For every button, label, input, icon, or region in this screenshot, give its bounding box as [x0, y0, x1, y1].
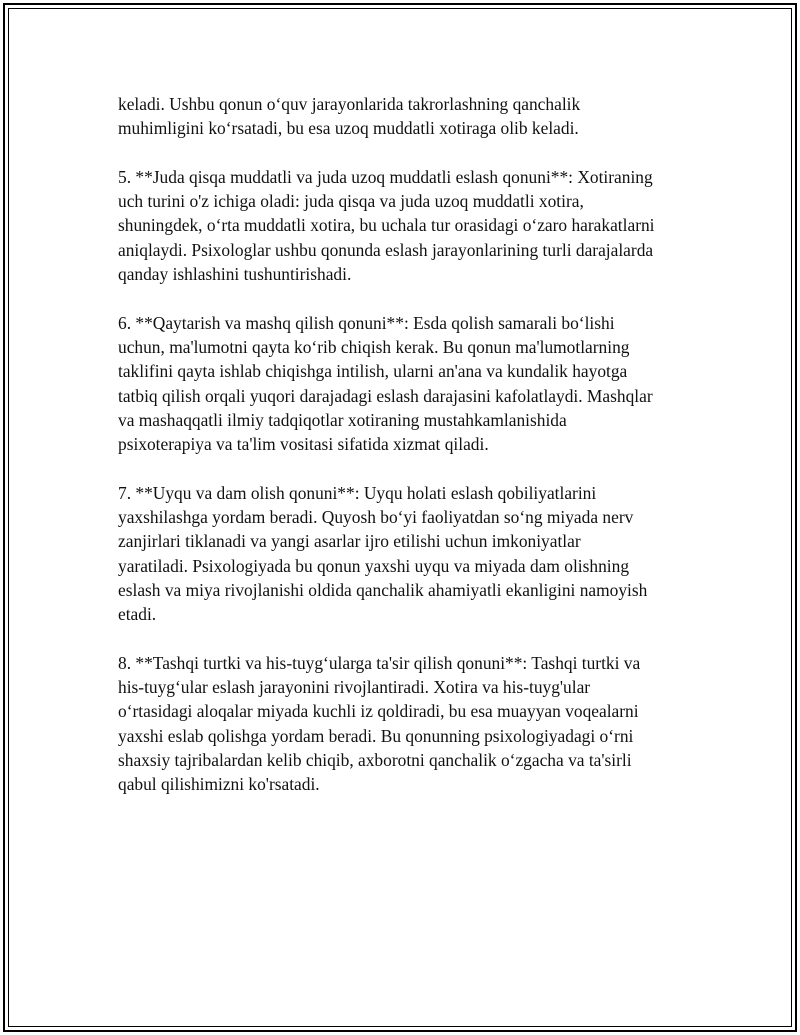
paragraph-law-5: 5. **Juda qisqa muddatli va juda uzoq muddatli eslash qonuni**: Xotiraning uch turini o'z ichiga oladi: juda qisqa va juda uzoq muddatli xotira, shuningdek, o‘rta muddatli xotira, bu uchala tur orasidagi o‘zaro harakatlarni aniqlaydi. Psixologlar ushbu qonunda eslash jarayonlarining turli darajalarda qanday ishlashini tushuntirishadi. — [118, 166, 655, 285]
paragraph-law-8: 8. **Tashqi turtki va his-tuyg‘ularga ta'sir qilish qonuni**: Tashqi turtki va his-tuyg‘ular eslash jarayonini rivojlantiradi. Xotira va his-tuyg'ular o‘rtasidagi aloqalar miyada kuchli iz qoldiradi, bu esa muayyan voqealarni yaxshi eslab qolishga yordam beradi. Bu qonunning psixologiyadagi o‘rni shaxsiy tajribalardan kelib chiqib, axborotni qanchalik o‘zgacha va ta'sirli qabul qilishimizni ko'rsatadi. — [118, 652, 641, 795]
document-body — [118, 92, 708, 821]
paragraph-law-7: 7. **Uyqu va dam olish qonuni**: Uyqu holati eslash qobiliyatlarini yaxshilashga yordam beradi. Quyosh bo‘yi faoliyatdan so‘ng miyada nerv zanjirlari tiklanadi va yangi asarlar ijro etilishi uchun imkoniyatlar yaratiladi. Psixologiyada bu qonun yaxshi uyqu va miyada dam olishning eslash va miya rivojlanishi oldida qanchalik ahamiyatli ekanligini namoyish etadi. — [118, 482, 648, 625]
paragraph-law-6: 6. **Qaytarish va mashq qilish qonuni**: Esda qolish samarali bo‘lishi uchun, ma'lumotni qayta ko‘rib chiqish kerak. Bu qonun ma'lumotlarning taklifini qayta ishlab chiqishga intilish, ularni an'ana va kundalik hayotga tatbiq qilish orqali yuqori darajadagi eslash darajasini kafolatlaydi. Mashqlar va mashaqqatli ilmiy tadqiqotlar xotiraning mustahkamlanishida psixoterapiya va ta'lim vositasi sifatida xizmat qiladi. — [118, 312, 653, 455]
paragraph-continuation: keladi. Ushbu qonun o‘quv jarayonlarida takrorlashning qanchalik muhimligini ko‘rsatadi, bu esa uzoq muddatli xotiraga olib keladi. — [118, 94, 581, 139]
